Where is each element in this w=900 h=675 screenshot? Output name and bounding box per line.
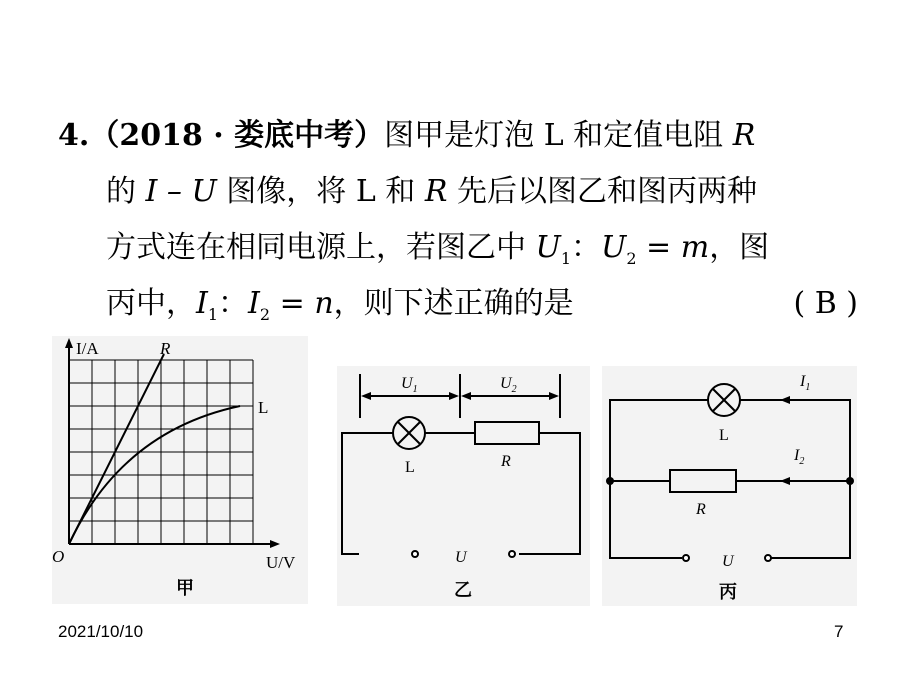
curve-r-label: R (160, 339, 171, 358)
figure-jia (52, 336, 308, 604)
wire-top-right (740, 400, 850, 481)
question-text-fragment: 丙中， (106, 286, 196, 321)
i1-label: $I_1$ (800, 373, 811, 393)
colon: ： (218, 286, 249, 321)
arrowhead (361, 392, 371, 400)
question-text-fragment: 的 (106, 174, 146, 209)
variable-m: m (680, 230, 710, 265)
u2-label: $U_2$ (500, 375, 517, 395)
lamp-label: L (719, 427, 729, 444)
variable-i1: I (196, 286, 208, 321)
question-line-1 (58, 108, 858, 164)
question-text-fragment: 图甲是灯泡 L 和定值电阻 (384, 118, 733, 153)
parallel-circuit (602, 366, 857, 606)
variable-u2: U (601, 230, 627, 265)
caption-jia: 甲 (176, 578, 194, 598)
resistor-label: R (696, 501, 706, 518)
variable-i2: I (248, 286, 260, 321)
question-text-fragment: 方式连在相同电源上，若图乙中 (106, 230, 536, 265)
question-text-fragment: ，图 (709, 230, 770, 265)
caption-bing: 丙 (719, 582, 737, 602)
arrowhead (449, 392, 459, 400)
variable-n: n (314, 286, 334, 321)
x-axis-label: U/V (266, 553, 296, 572)
resistor-label: R (501, 453, 511, 470)
wire-right (519, 433, 580, 554)
subscript: 2 (626, 249, 637, 268)
resistor-r (670, 470, 736, 492)
question-line-4 (58, 276, 858, 332)
question-text (58, 108, 858, 332)
colon: ： (571, 230, 602, 265)
lamp-label: L (405, 459, 415, 476)
variable-r: R (424, 174, 448, 209)
resistor-r (475, 422, 539, 444)
u1-label: $U_1$ (401, 375, 418, 395)
curve-l-label: L (258, 398, 269, 417)
arrowhead (461, 392, 471, 400)
i1-arrow (780, 396, 790, 404)
subscript: 1 (560, 249, 572, 268)
grid-lines (69, 360, 253, 544)
terminal-left (412, 551, 418, 557)
question-source: （2018 · 娄底中考） (89, 118, 385, 153)
series-circuit (337, 366, 590, 606)
variable-u1: U (535, 230, 561, 265)
x-axis-arrow (270, 540, 280, 548)
terminal-right (509, 551, 515, 557)
junction-right (846, 477, 854, 485)
answer-bracket: ( B ) (793, 286, 858, 321)
wire-top-left (610, 400, 708, 481)
footer-date: 2021/10/10 (58, 622, 144, 641)
y-axis-label: I/A (76, 339, 99, 358)
figure-yi (337, 366, 590, 606)
junction-left (606, 477, 614, 485)
variable-iu: I – U (145, 174, 217, 209)
source-label: U (455, 549, 467, 566)
arrowhead (549, 392, 559, 400)
i2-arrow (780, 477, 790, 485)
origin-label: O (52, 547, 65, 566)
variable-r: R (732, 118, 756, 153)
iu-graph (52, 336, 308, 604)
source-label: U (722, 553, 734, 570)
question-line-3 (58, 220, 858, 276)
question-text-fragment: 图像，将 L 和 (216, 174, 425, 209)
question-number: 4. (58, 118, 90, 153)
subscript: 2 (259, 305, 271, 324)
wire-bottom-right (770, 481, 850, 558)
equals: = (270, 286, 315, 321)
wire-left (342, 433, 393, 554)
equals: = (636, 230, 681, 265)
y-axis-arrow (65, 338, 73, 348)
question-line-2 (58, 164, 858, 220)
footer-page-number: 7 (834, 622, 844, 641)
caption-yi: 乙 (454, 580, 472, 600)
terminal-left (683, 555, 689, 561)
question-text-fragment: ，则下述正确的是 (333, 286, 574, 321)
terminal-right (765, 555, 771, 561)
subscript: 1 (207, 305, 219, 324)
figure-bing (602, 366, 857, 606)
question-text-fragment: 先后以图乙和图丙两种 (447, 174, 757, 209)
i2-label: $I_2$ (794, 447, 805, 467)
